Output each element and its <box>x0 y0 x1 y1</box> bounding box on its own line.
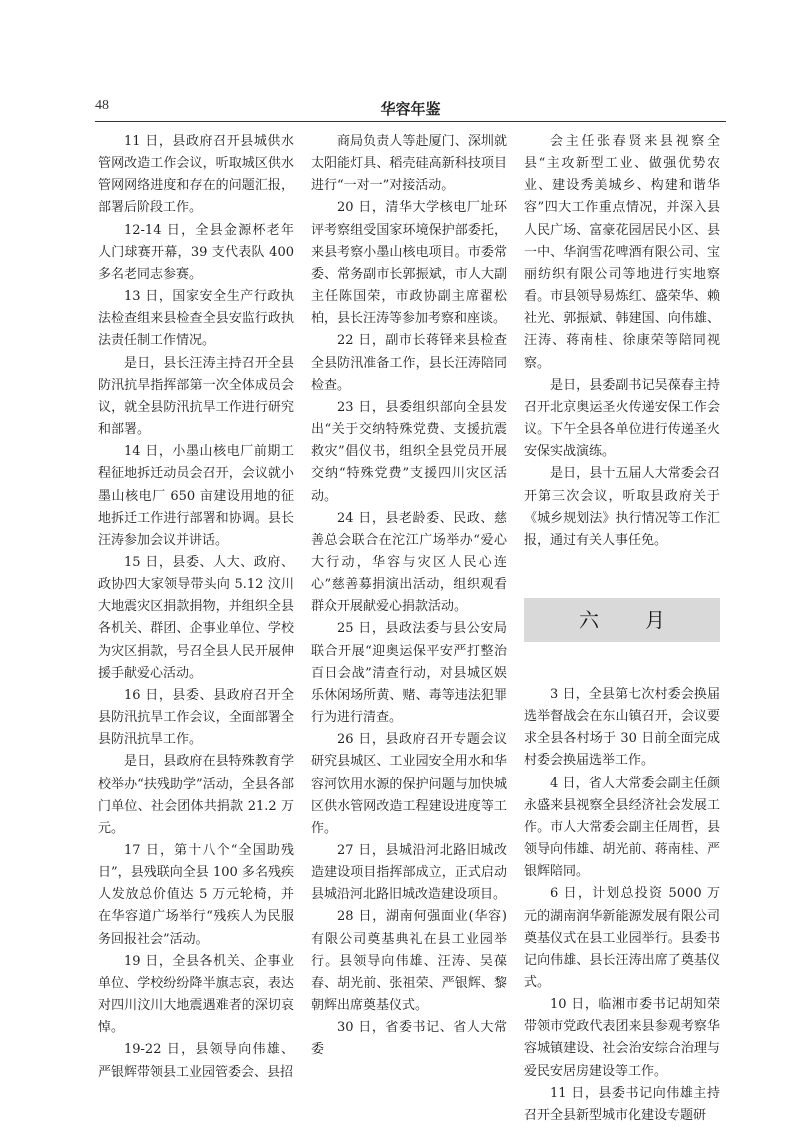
entry-paragraph: 14 日，小墨山核电厂前期工程征地拆迁动员会召开，会议就小墨山核电厂 650 亩建设用地的征地拆迁工作进行部署和协调。县长汪涛参加会议并讲话。 <box>98 444 294 548</box>
entry-paragraph: 12-14 日，全县金源杯老年人门球赛开幕，39 支代表队 400 多名老同志参赛。 <box>98 222 294 282</box>
month-heading: 六月 <box>524 598 720 642</box>
entry-paragraph: 23 日，县委组织部向全县发出“关于交纳特殊党费、支援抗震救灾”倡仪书，组织全县党员开展交纳“特殊党费”支援四川灾区活动。 <box>311 399 507 504</box>
entry-paragraph: 13 日，国家安全生产行政执法检查组来县检查全县安监行政执法责任制工作情况。 <box>98 289 294 349</box>
entry-paragraph: 19 日，全县各机关、企事业单位、学校纷纷降半旗志哀，表达对四川汶川大地震遇难者的深切哀悼。 <box>98 953 294 1036</box>
entry-paragraph: 15 日，县委、人大、政府、政协四大家领导带头向 5.12 汶川大地震灾区捐款捐物，并组织全县各机关、群团、企事业单位、学校为灾区捐款，号召全县人民开展伸援手献爱心活动。 <box>98 554 294 681</box>
entry-paragraph: 11 日，县政府召开县城供水管网改造工作会议，听取城区供水管网网络进度和存在的问题汇报，部署后阶段工作。 <box>98 134 294 216</box>
entry-paragraph: 会主任张春贤来县视察全县“主攻新型工业、做强优势农业、建设秀美城乡、构建和谐华容”四大工作重点情况，并深入县人民广场、富豪花园居民小区、县一中、华润雪花啤酒有限公司、宝丽纺织有限公司等地进行实地察看。市县领导易炼红、盛荣华、赖社光、郭振斌、韩建国、向伟雄、汪涛、蒋南桂、徐康荣等陪同视察。 <box>524 134 720 371</box>
entry-paragraph: 是日，县长汪涛主持召开全县防汛抗旱指挥部第一次全体成员会议，就全县防汛抗旱工作进行研究和部署。 <box>98 355 294 438</box>
entry-paragraph: 6 日，计划总投资 5000 万元的湖南润华新能源发展有限公司奠基仪式在县工业园举行。县委书记向伟雄、县长汪涛出席了奠基仪式。 <box>524 886 720 990</box>
page-number: 48 <box>95 98 109 113</box>
entry-paragraph: 24 日，县老龄委、民政、慈善总会联合在沱江广场举办“爱心大行动，华容与灾区人民心连心”慈善募捐演出活动，组织观看群众开展献爱心捐款活动。 <box>311 510 507 615</box>
entry-paragraph: 27 日，县城沿河北路旧城改造建设项目指挥部成立，正式启动县城沿河北路旧城改造建设项目。 <box>311 843 507 903</box>
page-header <box>95 98 726 120</box>
entry-paragraph: 16 日，县委、县政府召开全县防汛抗旱工作会议，全面部署全县防汛抗旱工作。 <box>98 687 294 748</box>
entry-paragraph: 26 日，县政府召开专题会议研究县城区、工业园安全用水和华容河饮用水源的保护问题与加快城区供水管网改造工程建设进度等工作。 <box>311 732 507 836</box>
entry-paragraph: 22 日，副市长蒋铎来县检查全县防汛准备工作，县长汪涛陪同检查。 <box>311 333 507 393</box>
entry-paragraph: 商局负责人等赴厦门、深圳就太阳能灯具、稻壳硅高新科技项目进行“一对一”对接活动。 <box>311 134 507 194</box>
entry-paragraph: 28 日，湖南何强面业(华容)有限公司奠基典礼在县工业园举行。县领导向伟雄、汪涛、吴葆春、胡光前、张祖荣、严银辉、黎朝辉出席奠基仪式。 <box>311 909 507 1014</box>
header-rule <box>95 121 726 122</box>
entry-paragraph: 20 日，清华大学核电厂址环评考察组受国家环境保护部委托，来县考察小墨山核电项目。市委常委、常务副市长郭振斌，市人大副主任陈国荣，市政协副主席翟松柏，县长汪涛等参加考察和座谈。 <box>311 200 507 327</box>
entry-paragraph: 是日，县十五届人大常委会召开第三次会议，听取县政府关于《城乡规划法》执行情况等工作汇报，通过有关人事任免。 <box>524 466 720 548</box>
text-column-2 <box>311 131 507 1066</box>
entry-paragraph: 25 日，县政法委与县公安局联合开展“迎奥运保平安严打整治百日会战”清查行动，对县城区娱乐休闲场所黄、赌、毒等违法犯罪行为进行清查。 <box>311 621 507 726</box>
entry-paragraph: 30 日，省委书记、省人大常委 <box>311 1020 507 1058</box>
book-title: 华容年鉴 <box>380 100 441 118</box>
entry-paragraph: 17 日，第十八个“全国助残日”，县残联向全县 100 多名残疾人发放总价值达 5 万元轮椅，并在华容道广场举行“残疾人为民服务回报社会”活动。 <box>98 843 294 947</box>
text-column-1 <box>98 131 294 1080</box>
entry-paragraph: 4 日，省人大常委会副主任颜永盛来县视察全县经济社会发展工作。市人大常委会副主任周哲，县领导向伟雄、胡光前、蒋南桂、严银辉陪同。 <box>524 775 720 880</box>
entry-paragraph: 10 日，临湘市委书记胡知荣带领市党政代表团来县参观考察华容城镇建设、社会治安综合治理与爱民安居房建设等工作。 <box>524 997 720 1079</box>
entry-paragraph: 3 日，全县第七次村委会换届选举督战会在东山镇召开，会议要求全县各村场于 30 日前全面完成村委会换届选举工作。 <box>524 686 720 769</box>
entry-paragraph: 是日，县委副书记吴葆春主持召开北京奥运圣火传递安保工作会议。下午全县各单位进行传递圣火安保实战演练。 <box>524 377 720 460</box>
text-column-3 <box>524 131 720 1123</box>
entry-paragraph: 19-22 日，县领导向伟雄、严银辉带领县工业园管委会、县招 <box>98 1042 294 1080</box>
entry-paragraph: 11 日，县委书记向伟雄主持召开全县新型城市化建设专题研 <box>524 1085 720 1123</box>
entry-paragraph: 是日，县政府在县特殊教育学校举办“扶残助学”活动，全县各部门单位、社会团体共捐款 21.2 万元。 <box>98 754 294 836</box>
